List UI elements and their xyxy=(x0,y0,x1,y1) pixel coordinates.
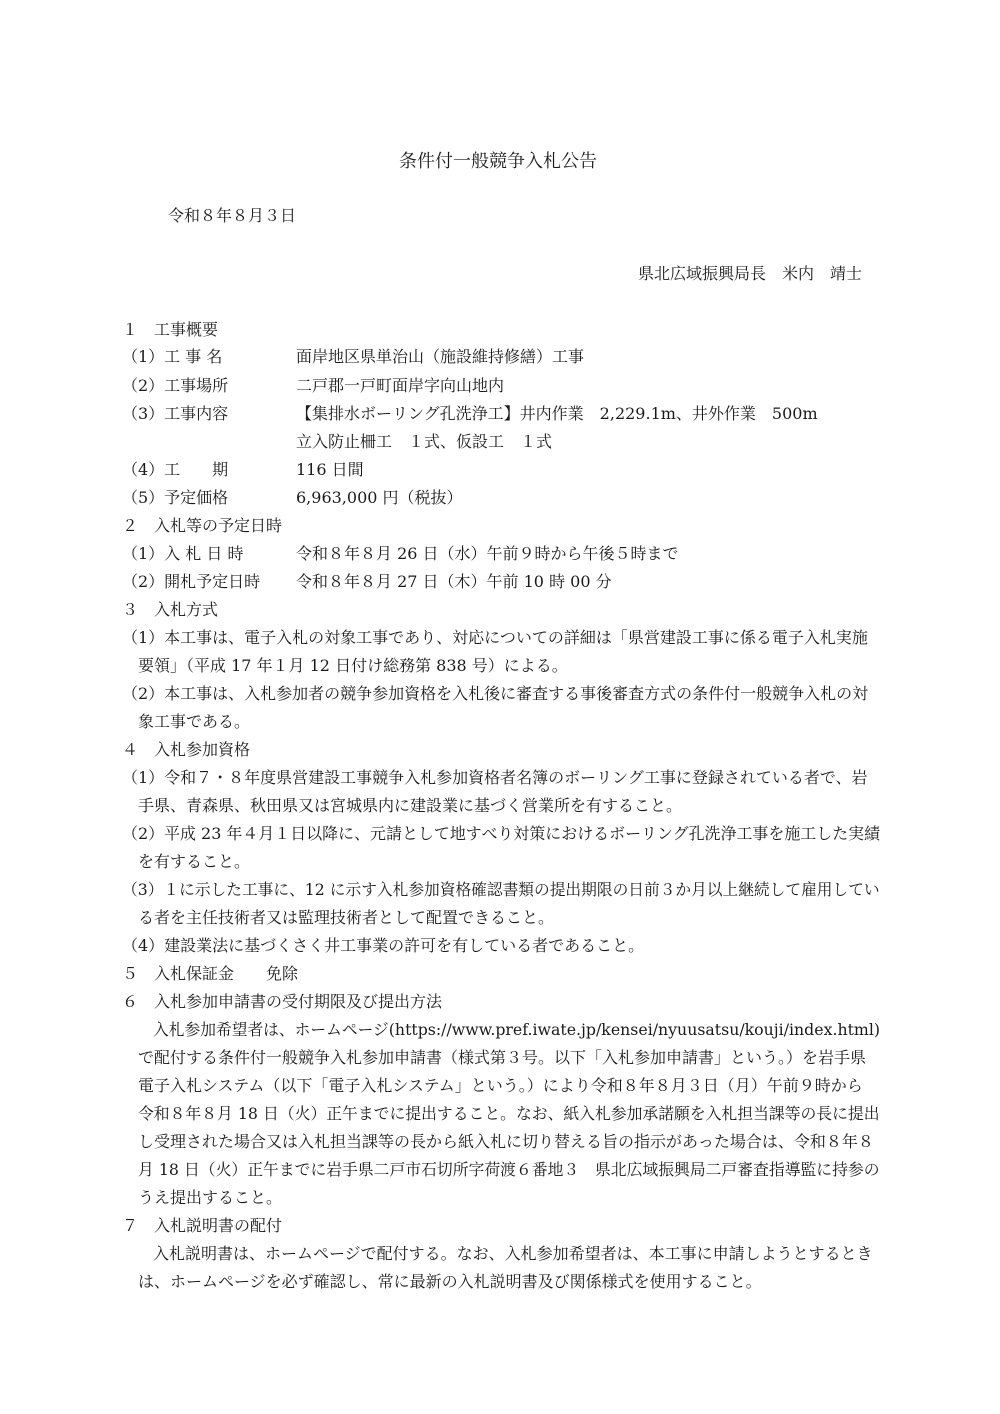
item-label: （2）開札予定日時 xyxy=(122,572,261,591)
item-value: 令和８年８月 27 日（木）午前 10 時 00 分 xyxy=(296,572,612,591)
issuer-name: 県北広域振興局長 米内 靖士 xyxy=(638,264,863,283)
paragraph-line: （1）本工事は、電子入札の対象工事であり、対応についての詳細は「県営建設工事に係る電子入札実施 xyxy=(122,628,868,647)
paragraph-line: 入札参加希望者は、ホームページ(https://www.pref.iwate.jp/kensei/nyuusatsu/kouji/index.html) xyxy=(153,1020,881,1039)
paragraph-line: 令和８年８月 18 日（火）正午までに提出すること。なお、紙入札参加承諾願を入札担当課等の長に提出 xyxy=(138,1104,880,1123)
paragraph-line: る者を主任技術者又は監理技術者として配置できること。 xyxy=(138,908,555,927)
paragraph-line: で配付する条件付一般競争入札参加申請書（様式第３号。以下「入札参加申請書」という。）を岩手県 xyxy=(138,1048,867,1067)
paragraph-line: 要領」（平成 17 年１月 12 日付け総務第 838 号）による。 xyxy=(138,656,568,675)
item-value: 116 日間 xyxy=(296,460,364,479)
item-value: 【集排水ボーリング孔洗浄工】井内作業 2,229.1m、井外作業 500m xyxy=(296,404,818,423)
paragraph-line: （2）本工事は、入札参加者の競争参加資格を入札後に審査する事後審査方式の条件付一般競争入札の対 xyxy=(122,684,869,703)
item-value: 二戸郡一戸町面岸字向山地内 xyxy=(296,376,505,395)
section-heading: ２ 入札等の予定日時 xyxy=(122,516,283,535)
paragraph-line: 手県、青森県、秋田県又は宮城県内に建設業に基づく営業所を有すること。 xyxy=(138,796,683,815)
item-value: 6,963,000 円（税抜） xyxy=(296,488,463,507)
section-heading: ６ 入札参加申請書の受付期限及び提出方法 xyxy=(122,992,443,1011)
item-label: （2）工事場所 xyxy=(122,376,229,395)
item-label: （5）予定価格 xyxy=(122,488,229,507)
paragraph-line: （4）建設業法に基づくさく井工事業の許可を有している者であること。 xyxy=(122,936,645,955)
paragraph-line: は、ホームページを必ず確認し、常に最新の入札説明書及び関係様式を使用すること。 xyxy=(138,1272,762,1291)
item-label: （1）工 事 名 xyxy=(122,347,223,366)
item-value: 令和８年８月 26 日（水）午前９時から午後５時まで xyxy=(296,544,679,563)
paragraph-line: （2）平成 23 年４月１日以降に、元請として地すべり対策におけるボーリング孔洗浄工事を施工した実績 xyxy=(122,824,881,843)
paragraph-line: を有すること。 xyxy=(138,852,251,871)
section-heading: ５ 入札保証金 免除 xyxy=(122,964,299,983)
paragraph-line: （3）１に示した工事に、12 に示す入札参加資格確認書類の提出期限の日前３か月以上継続して雇用してい xyxy=(122,880,880,899)
item-label: （1）入 札 日 時 xyxy=(122,544,244,563)
section-heading: ４ 入札参加資格 xyxy=(122,740,251,759)
paragraph-line: 入札説明書は、ホームページで配付する。なお、入札参加希望者は、本工事に申請しようとするとき xyxy=(153,1244,873,1263)
item-label: （4）工 期 xyxy=(122,460,229,479)
document-title: 条件付一般競争入札公告 xyxy=(399,151,597,172)
notice-date: 令和８年８月３日 xyxy=(168,206,297,225)
item-label: （3）工事内容 xyxy=(122,404,229,423)
section-heading: ７ 入札説明書の配付 xyxy=(122,1216,283,1235)
paragraph-line: （1）令和７・８年度県営建設工事競争入札参加資格者名簿のボーリング工事に登録されている者で、岩 xyxy=(122,768,868,787)
section-heading: ３ 入札方式 xyxy=(122,600,219,619)
item-value: 面岸地区県単治山（施設維持修繕）工事 xyxy=(296,347,585,366)
paragraph-line: 月 18 日（火）正午までに岩手県二戸市石切所字荷渡６番地３ 県北広域振興局二戸審査指導監に持参の xyxy=(138,1160,880,1179)
paragraph-line: し受理された場合又は入札担当課等の長から紙入札に切り替える旨の指示があった場合は、令和８年８ xyxy=(138,1132,874,1151)
section-heading: １ 工事概要 xyxy=(122,320,219,339)
paragraph-line: 象工事である。 xyxy=(138,712,251,731)
item-value-continued: 立入防止柵工 １式、仮設工 １式 xyxy=(296,432,553,451)
paragraph-line: 電子入札システム（以下「電子入札システム」という。）により令和８年８月３日（月）午前９時から xyxy=(138,1076,863,1095)
paragraph-line: うえ提出すること。 xyxy=(138,1188,283,1207)
